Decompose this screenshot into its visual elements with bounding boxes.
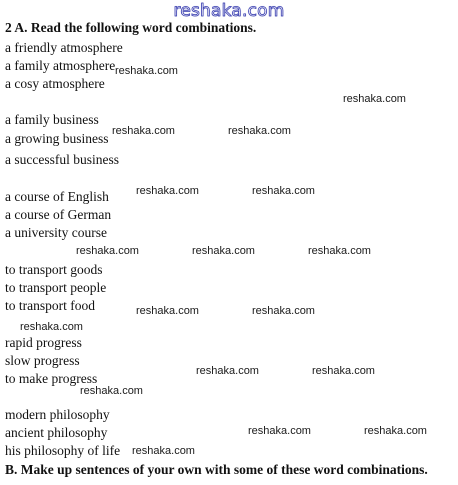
watermark: reshaka.com — [248, 425, 311, 437]
watermark: reshaka.com — [136, 305, 199, 317]
phrase-item: a university course — [5, 225, 107, 240]
watermark: reshaka.com — [228, 125, 291, 137]
watermark: reshaka.com — [112, 125, 175, 137]
phrase-item: a friendly atmosphere — [5, 40, 123, 55]
phrase-item: ancient philosophy — [5, 425, 108, 440]
site-logo-title: reshaka.com — [173, 1, 285, 21]
phrase-item: a course of English — [5, 189, 109, 204]
phrase-item: rapid progress — [5, 335, 82, 350]
phrase-item: to transport people — [5, 280, 107, 295]
watermark: reshaka.com — [308, 245, 371, 257]
phrase-item: to make progress — [5, 371, 98, 386]
watermark: reshaka.com — [136, 185, 199, 197]
phrase-item: to transport goods — [5, 262, 103, 277]
watermark: reshaka.com — [132, 445, 195, 457]
watermark: reshaka.com — [192, 245, 255, 257]
phrase-item: modern philosophy — [5, 407, 110, 422]
section-a-heading: 2 A. Read the following word combinations. — [5, 20, 257, 35]
watermark: reshaka.com — [196, 365, 259, 377]
watermark: reshaka.com — [76, 245, 139, 257]
phrase-item: a course of German — [5, 207, 112, 222]
watermark: reshaka.com — [252, 305, 315, 317]
phrase-item: to transport food — [5, 298, 95, 313]
phrase-item: a growing business — [5, 131, 109, 146]
phrase-item: slow progress — [5, 353, 80, 368]
watermark: reshaka.com — [80, 385, 143, 397]
watermark: reshaka.com — [252, 185, 315, 197]
watermark: reshaka.com — [20, 321, 83, 333]
phrase-item: a family business — [5, 112, 99, 127]
watermark: reshaka.com — [312, 365, 375, 377]
phrase-item: a successful business — [5, 152, 119, 167]
watermark: reshaka.com — [364, 425, 427, 437]
phrase-item: a family atmosphere — [5, 58, 116, 73]
section-b-heading: B. Make up sentences of your own with some of these word combinations. — [5, 462, 428, 477]
phrase-item: his philosophy of life — [5, 443, 121, 458]
watermark: reshaka.com — [115, 65, 178, 77]
watermark: reshaka.com — [343, 93, 406, 105]
phrase-item: a cosy atmosphere — [5, 76, 105, 91]
